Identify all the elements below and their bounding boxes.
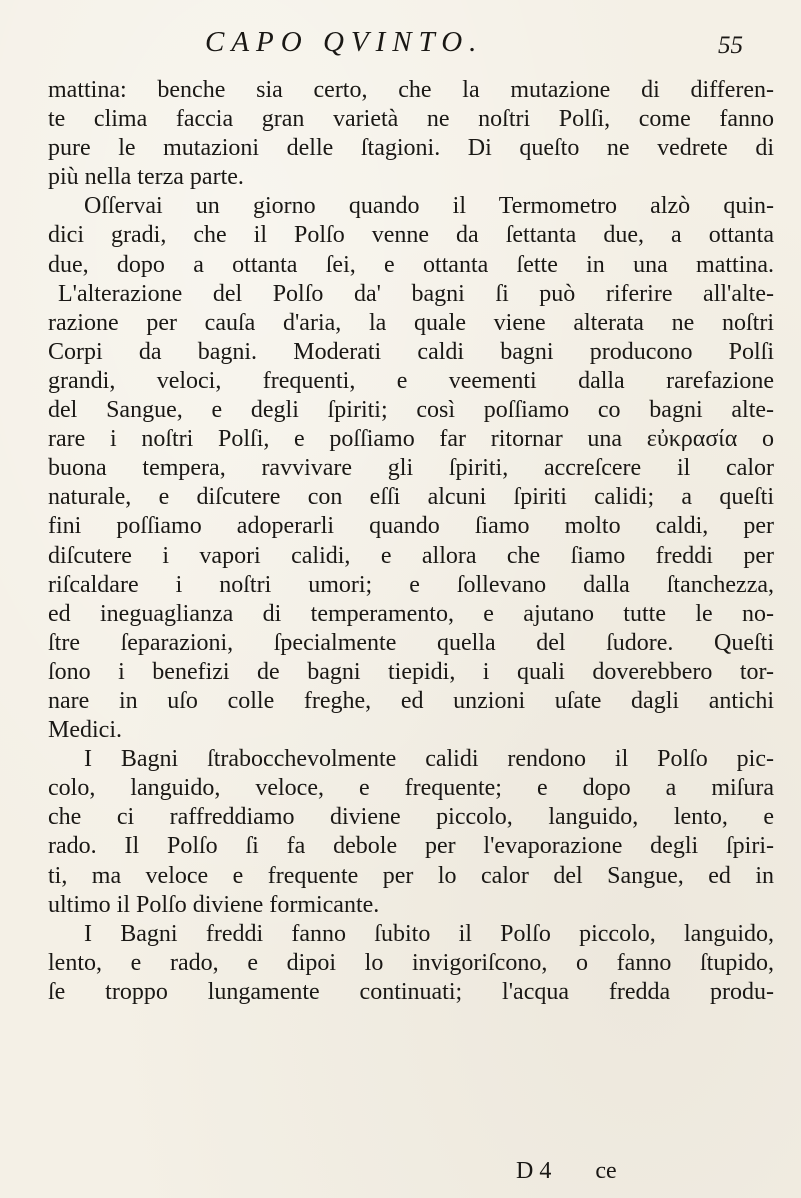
text-line: riſcaldare i noſtri umori; e ſollevano dalla ſtanchezza, <box>48 571 774 598</box>
text-line: te clima faccia gran varietà ne noſtri Polſi, come fanno <box>48 106 774 133</box>
text-line: naturale, e diſcutere con eſſi alcuni ſpiriti calidi; a queſti <box>48 484 774 511</box>
text-line: I Bagni ſtrabocchevolmente calidi rendono il Polſo pic- <box>84 746 774 773</box>
text-line: razione per cauſa d'aria, la quale viene alterata ne noſtri <box>48 309 774 336</box>
text-line: mattina: benche sia certo, che la mutazione di differen- <box>48 77 774 103</box>
text-line: buona tempera, ravvivare gli ſpiriti, accreſcere il calor <box>48 455 774 482</box>
text-line: pure le mutazioni delle ſtagioni. Di queſto ne vedrete di <box>48 135 774 162</box>
text-line: più nella terza parte. <box>48 164 244 191</box>
text-line: Medici. <box>48 717 122 744</box>
text-line: ſe troppo lungamente continuati; l'acqua fredda produ- <box>48 978 774 1005</box>
body-text <box>48 76 774 1007</box>
text-line: del Sangue, e degli ſpiriti; così poſſiamo co bagni alte- <box>48 397 774 424</box>
chapter-title: CAPO QVINTO. <box>205 26 484 58</box>
text-line: due, dopo a ottanta ſei, e ottanta ſette in una mattina. <box>48 251 774 278</box>
text-line: che ci raffreddiamo diviene piccolo, languido, lento, e <box>48 804 774 831</box>
text-line: ſtre ſeparazioni, ſpecialmente quella del ſudore. Queſti <box>48 629 774 656</box>
text-line: L'alterazione del Polſo da' bagni ſi può riferire all'alte- <box>58 280 774 307</box>
text-line: rado. Il Polſo ſi fa debole per l'evaporazione degli ſpiri- <box>48 833 774 860</box>
catchword: ce <box>595 1158 617 1184</box>
text-line: colo, languido, veloce, e frequente; e dopo a miſura <box>48 775 774 802</box>
text-line: ſono i benefizi de bagni tiepidi, i quali doverebbero tor- <box>48 658 774 685</box>
text-line: Corpi da bagni. Moderati caldi bagni producono Polſi <box>48 338 774 365</box>
signature-mark: D 4 <box>516 1158 552 1184</box>
page-number: 55 <box>718 32 743 59</box>
running-head <box>0 26 801 66</box>
footer-line <box>516 1158 617 1185</box>
text-line: fini poſſiamo adoperarli quando ſiamo molto caldi, per <box>48 513 774 540</box>
text-line: ultimo il Polſo diviene formicante. <box>48 891 380 918</box>
text-line: Oſſervai un giorno quando il Termometro alzò quin- <box>84 193 774 220</box>
text-line: ed ineguaglianza di temperamento, e ajutano tutte le no- <box>48 600 774 627</box>
text-line: lento, e rado, e dipoi lo invigoriſcono, o fanno ſtupido, <box>48 949 774 976</box>
text-line: nare in uſo colle freghe, ed unzioni uſate dagli antichi <box>48 687 774 714</box>
text-line: ti, ma veloce e frequente per lo calor del Sangue, ed in <box>48 862 774 889</box>
text-line: diſcutere i vapori calidi, e allora che ſiamo freddi per <box>48 542 774 569</box>
text-line: I Bagni freddi fanno ſubito il Polſo piccolo, languido, <box>84 920 774 947</box>
text-line: grandi, veloci, frequenti, e veementi dalla rarefazione <box>48 367 774 394</box>
text-line: dici gradi, che il Polſo venne da ſettanta due, a ottanta <box>48 222 774 249</box>
text-line: rare i noſtri Polſi, e poſſiamo far ritornar una εὐκρασία o <box>48 426 774 453</box>
